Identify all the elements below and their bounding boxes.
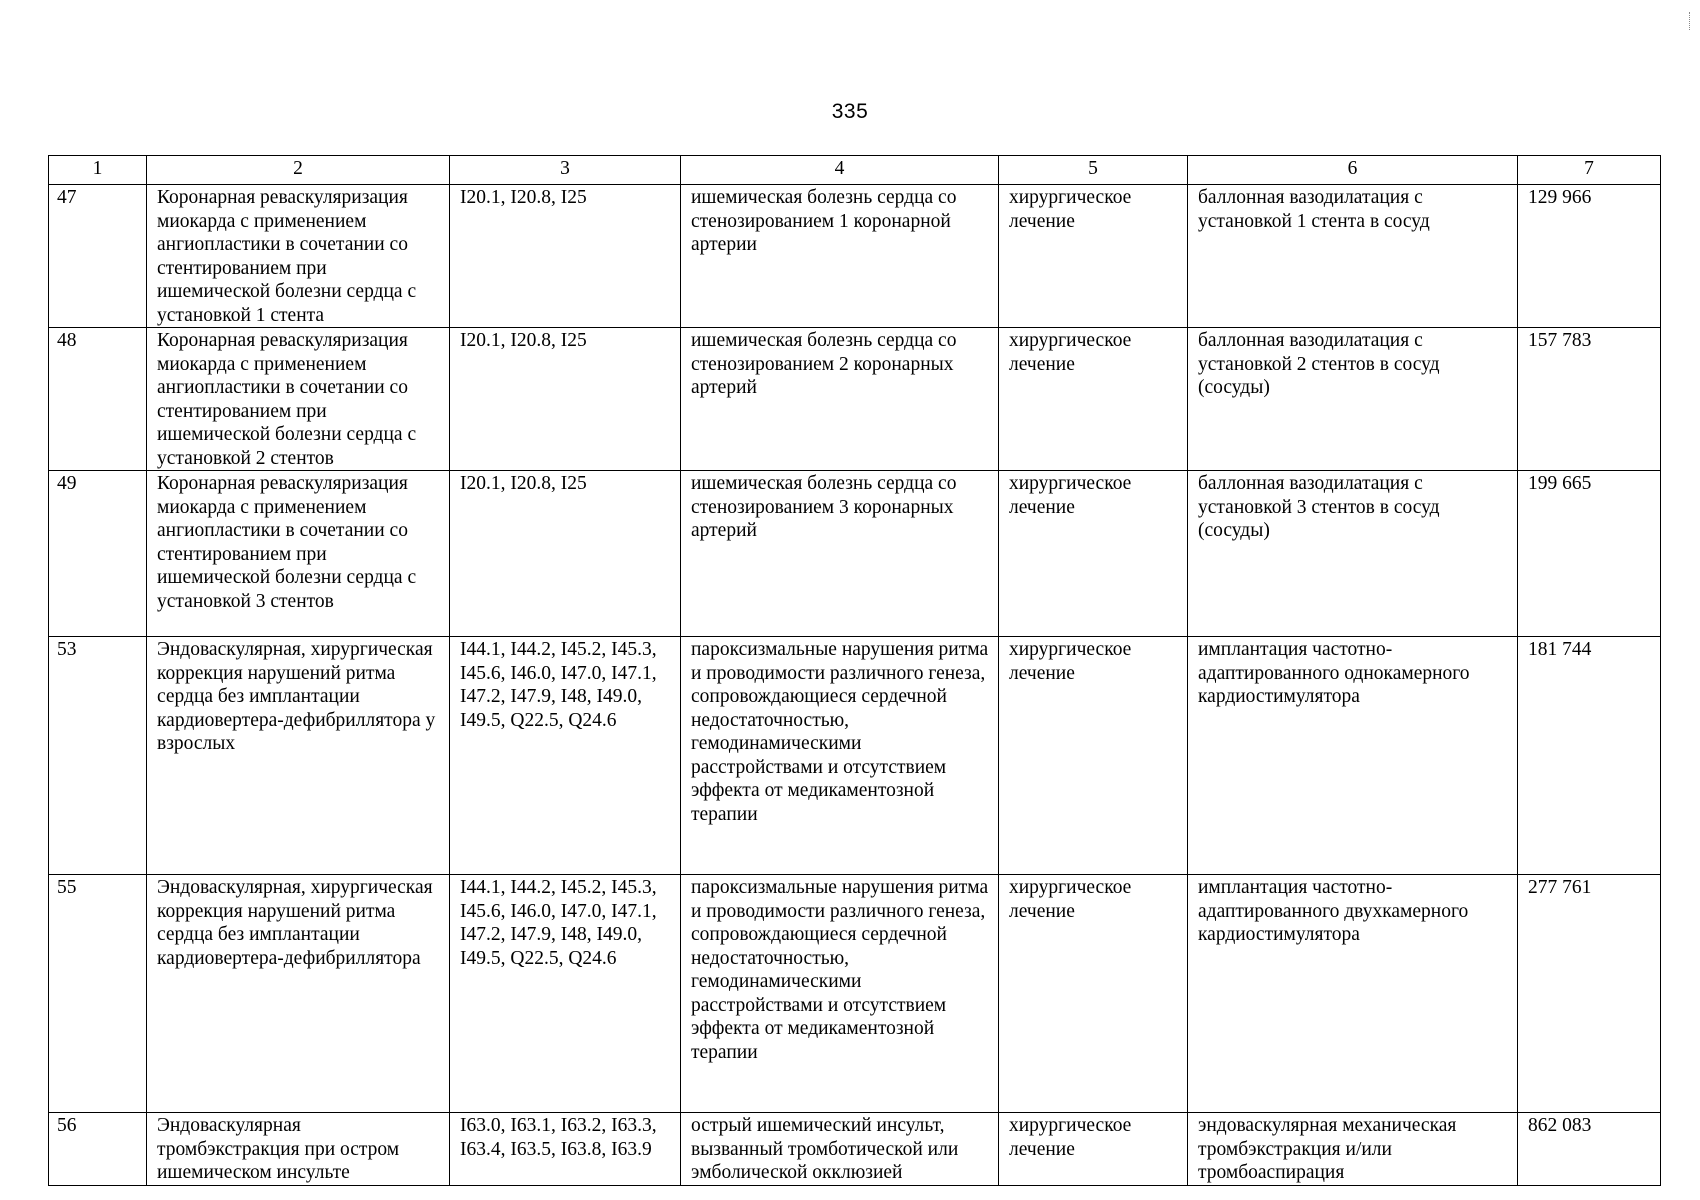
table-row <box>49 1113 1661 1186</box>
row-number: 49 <box>49 471 147 637</box>
patient-model: ишемическая болезнь сердца со стенозированием 3 коронарных артерий <box>681 471 999 637</box>
column-header-7: 7 <box>1518 156 1661 185</box>
scan-corner-mark <box>1689 12 1692 30</box>
table-row <box>49 328 1661 471</box>
treatment-method: баллонная вазодилатация с установкой 1 стента в сосуд <box>1188 185 1518 328</box>
table-row <box>49 875 1661 1113</box>
row-number: 53 <box>49 637 147 875</box>
column-header-1: 1 <box>49 156 147 185</box>
procedure-name: Эндоваскулярная, хирургическая коррекция нарушений ритма сердца без имплантации кардиовертера-дефибриллятора у взрослых <box>147 637 450 875</box>
cost-value: 862 083 <box>1518 1113 1661 1186</box>
column-header-3: 3 <box>450 156 681 185</box>
patient-model: пароксизмальные нарушения ритма и проводимости различного генеза, сопровождающиеся сердечной недостаточностью, гемодинамическими расстройствами и отсутствием эффекта от медикаментозной терапии <box>681 875 999 1113</box>
diagnosis-codes: I63.0, I63.1, I63.2, I63.3, I63.4, I63.5, I63.8, I63.9 <box>450 1113 681 1186</box>
procedure-name: Коронарная реваскуляризация миокарда с применением ангиопластики в сочетании со стентированием при ишемической болезни сердца с установкой 2 стентов <box>147 328 450 471</box>
table-header-row <box>49 156 1661 185</box>
patient-model: ишемическая болезнь сердца со стенозированием 2 коронарных артерий <box>681 328 999 471</box>
table-row <box>49 471 1661 637</box>
patient-model: острый ишемический инсульт, вызванный тромботической или эмболической окклюзией <box>681 1113 999 1186</box>
treatment-type: хирургическое лечение <box>999 637 1188 875</box>
row-number: 55 <box>49 875 147 1113</box>
patient-model: пароксизмальные нарушения ритма и проводимости различного генеза, сопровождающиеся сердечной недостаточностью, гемодинамическими расстройствами и отсутствием эффекта от медикаментозной терапии <box>681 637 999 875</box>
cost-value: 199 665 <box>1518 471 1661 637</box>
column-header-2: 2 <box>147 156 450 185</box>
column-header-5: 5 <box>999 156 1188 185</box>
treatment-type: хирургическое лечение <box>999 185 1188 328</box>
diagnosis-codes: I44.1, I44.2, I45.2, I45.3, I45.6, I46.0, I47.0, I47.1, I47.2, I47.9, I48, I49.0, I49.5, Q22.5, Q24.6 <box>450 875 681 1113</box>
row-number: 48 <box>49 328 147 471</box>
patient-model: ишемическая болезнь сердца со стенозированием 1 коронарной артерии <box>681 185 999 328</box>
procedure-name: Коронарная реваскуляризация миокарда с применением ангиопластики в сочетании со стентированием при ишемической болезни сердца с установкой 1 стента <box>147 185 450 328</box>
cost-value: 277 761 <box>1518 875 1661 1113</box>
procedure-name: Эндоваскулярная тромбэкстракция при остром ишемическом инсульте <box>147 1113 450 1186</box>
cost-value: 129 966 <box>1518 185 1661 328</box>
column-header-4: 4 <box>681 156 999 185</box>
procedure-name: Коронарная реваскуляризация миокарда с применением ангиопластики в сочетании со стентированием при ишемической болезни сердца с установкой 3 стентов <box>147 471 450 637</box>
medical-care-table <box>48 155 1661 1186</box>
treatment-method: баллонная вазодилатация с установкой 3 стентов в сосуд (сосуды) <box>1188 471 1518 637</box>
table-row <box>49 637 1661 875</box>
page-number: 335 <box>831 100 869 123</box>
table-row <box>49 185 1661 328</box>
diagnosis-codes: I20.1, I20.8, I25 <box>450 471 681 637</box>
treatment-type: хирургическое лечение <box>999 328 1188 471</box>
diagnosis-codes: I44.1, I44.2, I45.2, I45.3, I45.6, I46.0, I47.0, I47.1, I47.2, I47.9, I48, I49.0, I49.5, Q22.5, Q24.6 <box>450 637 681 875</box>
treatment-type: хирургическое лечение <box>999 1113 1188 1186</box>
cost-value: 157 783 <box>1518 328 1661 471</box>
procedure-name: Эндоваскулярная, хирургическая коррекция нарушений ритма сердца без имплантации кардиовертера-дефибриллятора <box>147 875 450 1113</box>
column-header-6: 6 <box>1188 156 1518 185</box>
diagnosis-codes: I20.1, I20.8, I25 <box>450 328 681 471</box>
row-number: 47 <box>49 185 147 328</box>
treatment-method: имплантация частотно-адаптированного однокамерного кардиостимулятора <box>1188 637 1518 875</box>
row-number: 56 <box>49 1113 147 1186</box>
treatment-method: эндоваскулярная механическая тромбэкстракция и/или тромбоаспирация <box>1188 1113 1518 1186</box>
treatment-method: баллонная вазодилатация с установкой 2 стентов в сосуд (сосуды) <box>1188 328 1518 471</box>
cost-value: 181 744 <box>1518 637 1661 875</box>
treatment-type: хирургическое лечение <box>999 471 1188 637</box>
treatment-type: хирургическое лечение <box>999 875 1188 1113</box>
diagnosis-codes: I20.1, I20.8, I25 <box>450 185 681 328</box>
treatment-method: имплантация частотно-адаптированного двухкамерного кардиостимулятора <box>1188 875 1518 1113</box>
